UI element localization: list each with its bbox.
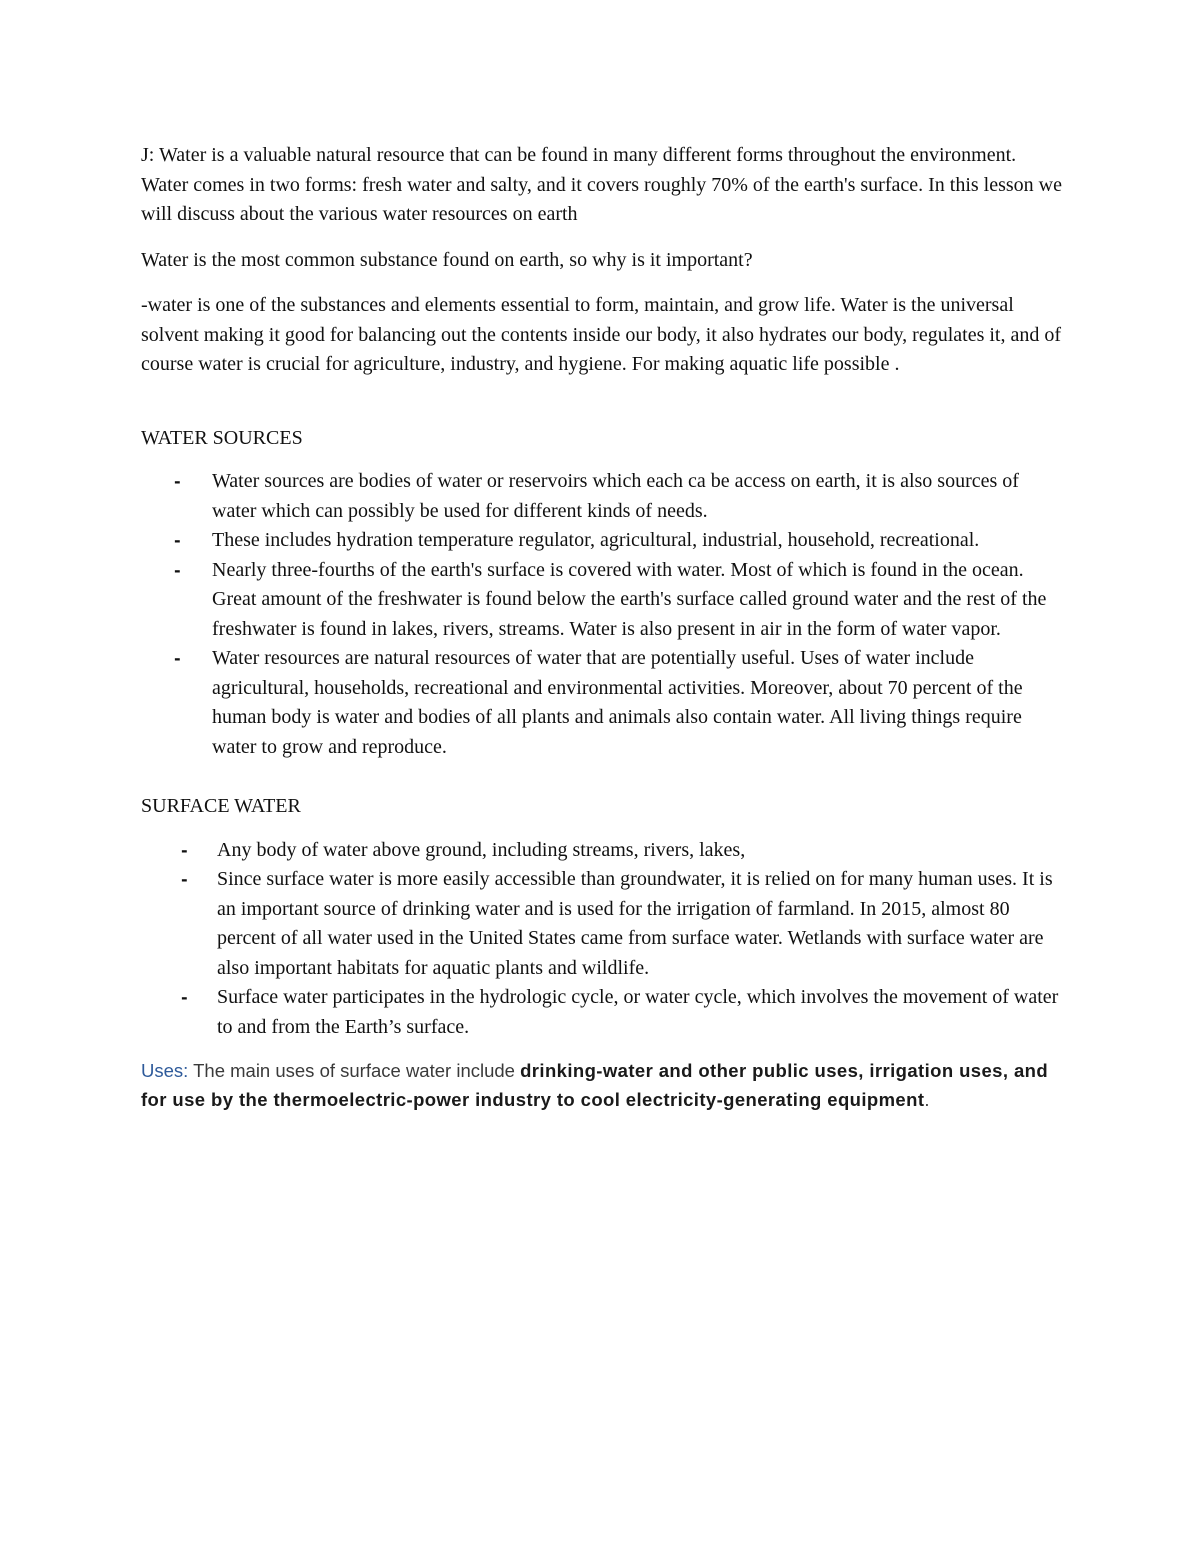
list-item [141,836,1066,866]
dash-bullet: - [174,560,181,580]
document-body [141,141,1066,1114]
dash-bullet: - [181,870,188,889]
dash-bullet: - [174,472,181,491]
list-item-text: Surface water participates in the hydrologic cycle, or water cycle, which involves the movement of water to and from the Earth’s surface. [217,986,1059,1038]
list-item-text: Water sources are bodies of water or reservoirs which each ca be access on earth, it is also sources of water which can possibly be used for different kinds of needs. [212,470,1019,522]
list-item-text: Any body of water above ground, including streams, rivers, lakes, [217,838,746,861]
intro-paragraph-1: J: Water is a valuable natural resource that can be found in many different forms throughout the environment. Water comes in two forms: fresh water and salty, and it covers roughly 70% of the earth's surface. In this lesson we will discuss about the various water resources on earth [141,144,1062,225]
list-item-text: Nearly three-fourths of the earth's surface is covered with water. Most of which is found in the ocean. Great amount of the freshwater is found below the earth's surface called ground water and the rest of the freshwater is found in lakes, rivers, streams. Water is also present in air in the form of water vapor. [212,558,1047,640]
dash-bullet: - [181,988,188,1007]
uses-text: The main uses of surface water include [188,1060,521,1081]
uses-bold-text: drinking-water and other public uses, irrigation uses, and for use by the thermoelectric-power industry to cool electricity-generating equipment [141,1060,1049,1110]
surface-water-heading: SURFACE WATER [141,795,301,817]
list-item-text: These includes hydration temperature regulator, agricultural, industrial, household, recreational. [212,529,980,551]
list-item-text: Since surface water is more easily accessible than groundwater, it is relied on for many human uses. It is an important source of drinking water and is used for the irrigation of farmland. In 2015, almost 80 percent of all water used in the United States came from surface water. Wetlands with surface water are also important habitats for aquatic plants and wildlife. [217,868,1053,979]
uses-label: Uses: [141,1060,189,1081]
dash-bullet: - [174,649,181,668]
uses-paragraph [141,1056,1066,1114]
surface-water-list [141,836,1066,1043]
list-item [141,865,1066,983]
water-sources-list [141,467,1066,762]
uses-end: . [924,1089,930,1110]
list-item [141,644,1066,762]
list-item [141,467,1066,526]
dash-bullet: - [174,531,181,550]
list-item [141,983,1066,1042]
dash-bullet: - [181,840,188,860]
list-item [141,526,1066,556]
intro-paragraph-2: Water is the most common substance found on earth, so why is it important? [141,248,753,271]
list-item [141,556,1066,645]
intro-paragraph-3: -water is one of the substances and elements essential to form, maintain, and grow life. Water is the universal solvent making it good for balancing out the contents inside our body, it also hydrates our body, regulates it, and of course water is crucial for agriculture, industry, and hygiene. For making aquatic life possible . [141,294,1061,375]
list-item-text: Water resources are natural resources of water that are potentially useful. Uses of water include agricultural, households, recreational and environmental activities. Moreover, about 70 percent of the human body is water and bodies of all plants and animals also contain water. All living things require water to grow and reproduce. [212,647,1023,758]
water-sources-heading: WATER SOURCES [141,426,303,449]
